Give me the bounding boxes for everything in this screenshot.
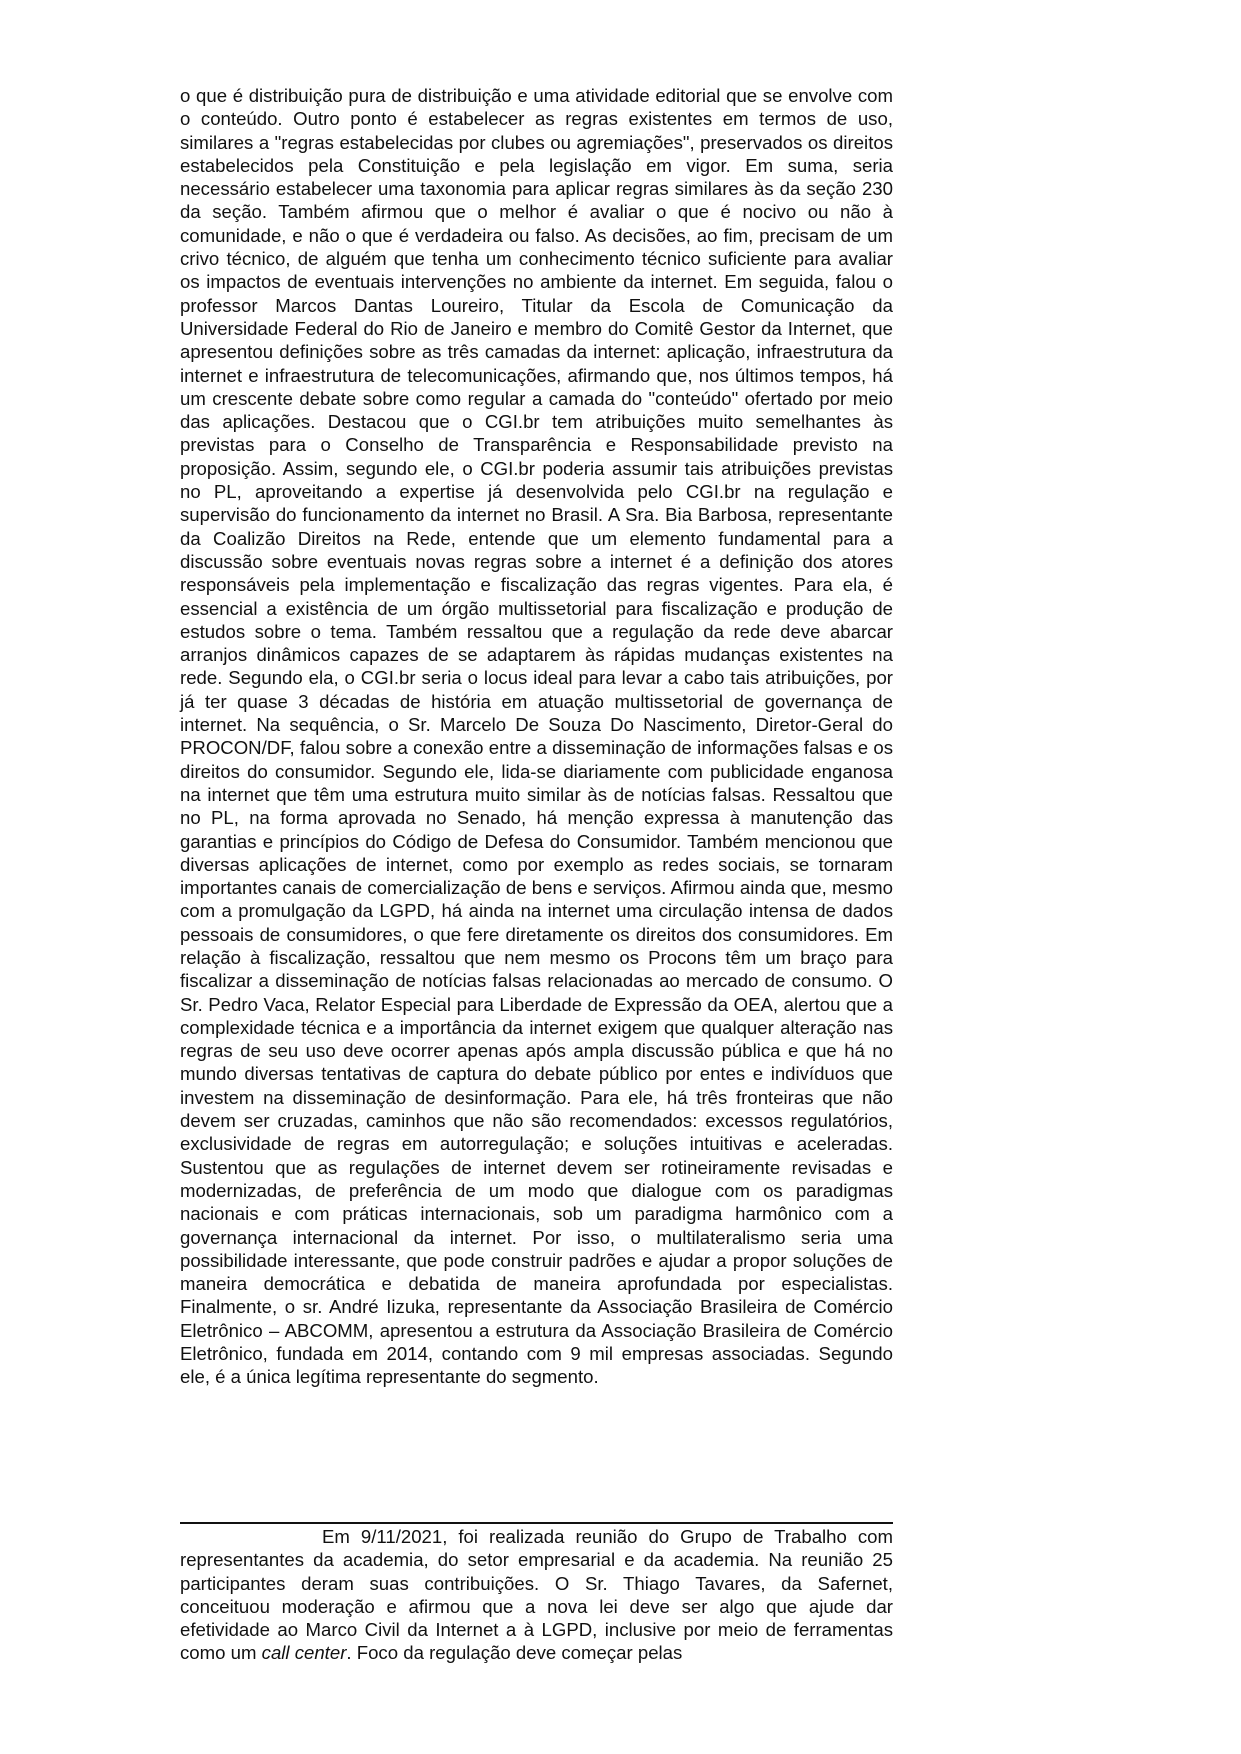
paragraph-2-italic-term: call center [261, 1642, 347, 1664]
body-paragraph-1: o que é distribuição pura de distribuição e uma atividade editorial que se envolve com o conteúdo. Outro ponto é estabelecer as regras existentes em termos de uso, similares a "regras estabelecidas por clubes ou agremiações", preservados os direitos estabelecidos pela Constituição e pela legislação em vigor. Em suma, seria necessário estabelecer uma taxonomia para aplicar regras similares às da seção 230 da seção. Também afirmou que o melhor é avaliar o que é nocivo ou não à comunidade, e não o que é verdadeira ou falso. As decisões, ao fim, precisam de um crivo técnico, de alguém que tenha um conhecimento técnico suficiente para avaliar os impactos de eventuais intervenções no ambiente da internet. Em seguida, falou o professor Marcos Dantas Loureiro, Titular da Escola de Comunicação da Universidade Federal do Rio de Janeiro e membro do Comitê Gestor da Internet, que apresentou definições sobre as três camadas da internet: aplicação, infraestrutura da internet e infraestrutura de telecomunicações, afirmando que, nos últimos tempos, há um crescente debate sobre como regular a camada do "conteúdo" ofertado por meio das aplicações. Destacou que o CGI.br tem atribuições muito semelhantes às previstas para o Conselho de Transparência e Responsabilidade previsto na proposição. Assim, segundo ele, o CGI.br poderia assumir tais atribuições previstas no PL, aproveitando a expertise já desenvolvida pelo CGI.br na regulação e supervisão do funcionamento da internet no Brasil. A Sra. Bia Barbosa, representante da Coalizão Direitos na Rede, entende que um elemento fundamental para a discussão sobre eventuais novas regras sobre a internet é a definição dos atores responsáveis pela implementação e fiscalização das regras vigentes. Para ela, é essencial a existência de um órgão multissetorial para fiscalização e produção de estudos sobre o tema. Também ressaltou que a regulação da rede deve abarcar arranjos dinâmicos capazes de se adaptarem às rápidas mudanças existentes na rede. Segundo ela, o CGI.br seria o locus ideal para levar a cabo tais atribuições, por já ter quase 3 décadas de história em atuação multissetorial de governança de internet. Na sequência, o Sr. Marcelo De Souza Do Nascimento, Diretor-Geral do PROCON/DF, falou sobre a conexão entre a disseminação de informações falsas e os direitos do consumidor. Segundo ele, lida-se diariamente com publicidade enganosa na internet que têm uma estrutura muito similar às de notícias falsas. Ressaltou que no PL, na forma aprovada no Senado, há menção expressa à manutenção das garantias e princípios do Código de Defesa do Consumidor. Também mencionou que diversas aplicações de internet, como por exemplo as redes sociais, se tornaram importantes canais de comercialização de bens e serviços. Afirmou ainda que, mesmo com a promulgação da LGPD, há ainda na internet uma circulação intensa de dados pessoais de consumidores, o que fere diretamente os direitos dos consumidores. Em relação à fiscalização, ressaltou que nem mesmo os Procons têm um braço para fiscalizar a disseminação de notícias falsas relacionadas ao mercado de consumo. O Sr. Pedro Vaca, Relator Especial para Liberdade de Expressão da OEA, alertou que a complexidade técnica e a importância da internet exigem que qualquer alteração nas regras de seu uso deve ocorrer apenas após ampla discussão pública e que há no mundo diversas tentativas de captura do debate público por entes e indivíduos que investem na disseminação de desinformação. Para ele, há três fronteiras que não devem ser cruzadas, caminhos que não são recomendados: excessos regulatórios, exclusividade de regras em autorregulação; e soluções intuitivas e aceleradas. Sustentou que as regulações de internet devem ser rotineiramente revisadas e modernizadas, de preferência de um modo que dialogue com os paradigmas nacionais e com práticas internacionais, sob um paradigma harmônico com a governança internacional da internet. Por isso, o multilateralismo seria uma possibilidade interessante, que pode construir padrões e ajudar a propor soluções de maneira democrática e debatida de maneira aprofundada por especialistas. Finalmente, o sr. André Iizuka, representante da Associação Brasileira de Comércio Eletrônico – ABCOMM, apresentou a estrutura da Associação Brasileira de Comércio Eletrônico, fundada em 2014, contando com 9 mil empresas associadas. Segundo ele, é a única legítima representante do segmento. [180, 85, 893, 1388]
body-paragraph-2 [180, 1525, 893, 1665]
paragraph-2-text-end: . Foco da regulação deve começar pelas [346, 1642, 683, 1664]
paragraph-divider-line [180, 1522, 893, 1524]
paragraph-2-text-start: Em 9/11/2021, foi realizada reunião do Grupo de Trabalho com representantes da academia, do setor empresarial e da academia. Na reunião 25 participantes deram suas contribuições. O Sr. Thiago Tavares, da Safernet, conceituou moderação e afirmou que a nova lei deve ser algo que ajude dar efetividade ao Marco Civil da Internet a à LGPD, inclusive por meio de ferramentas como um [180, 1526, 893, 1664]
